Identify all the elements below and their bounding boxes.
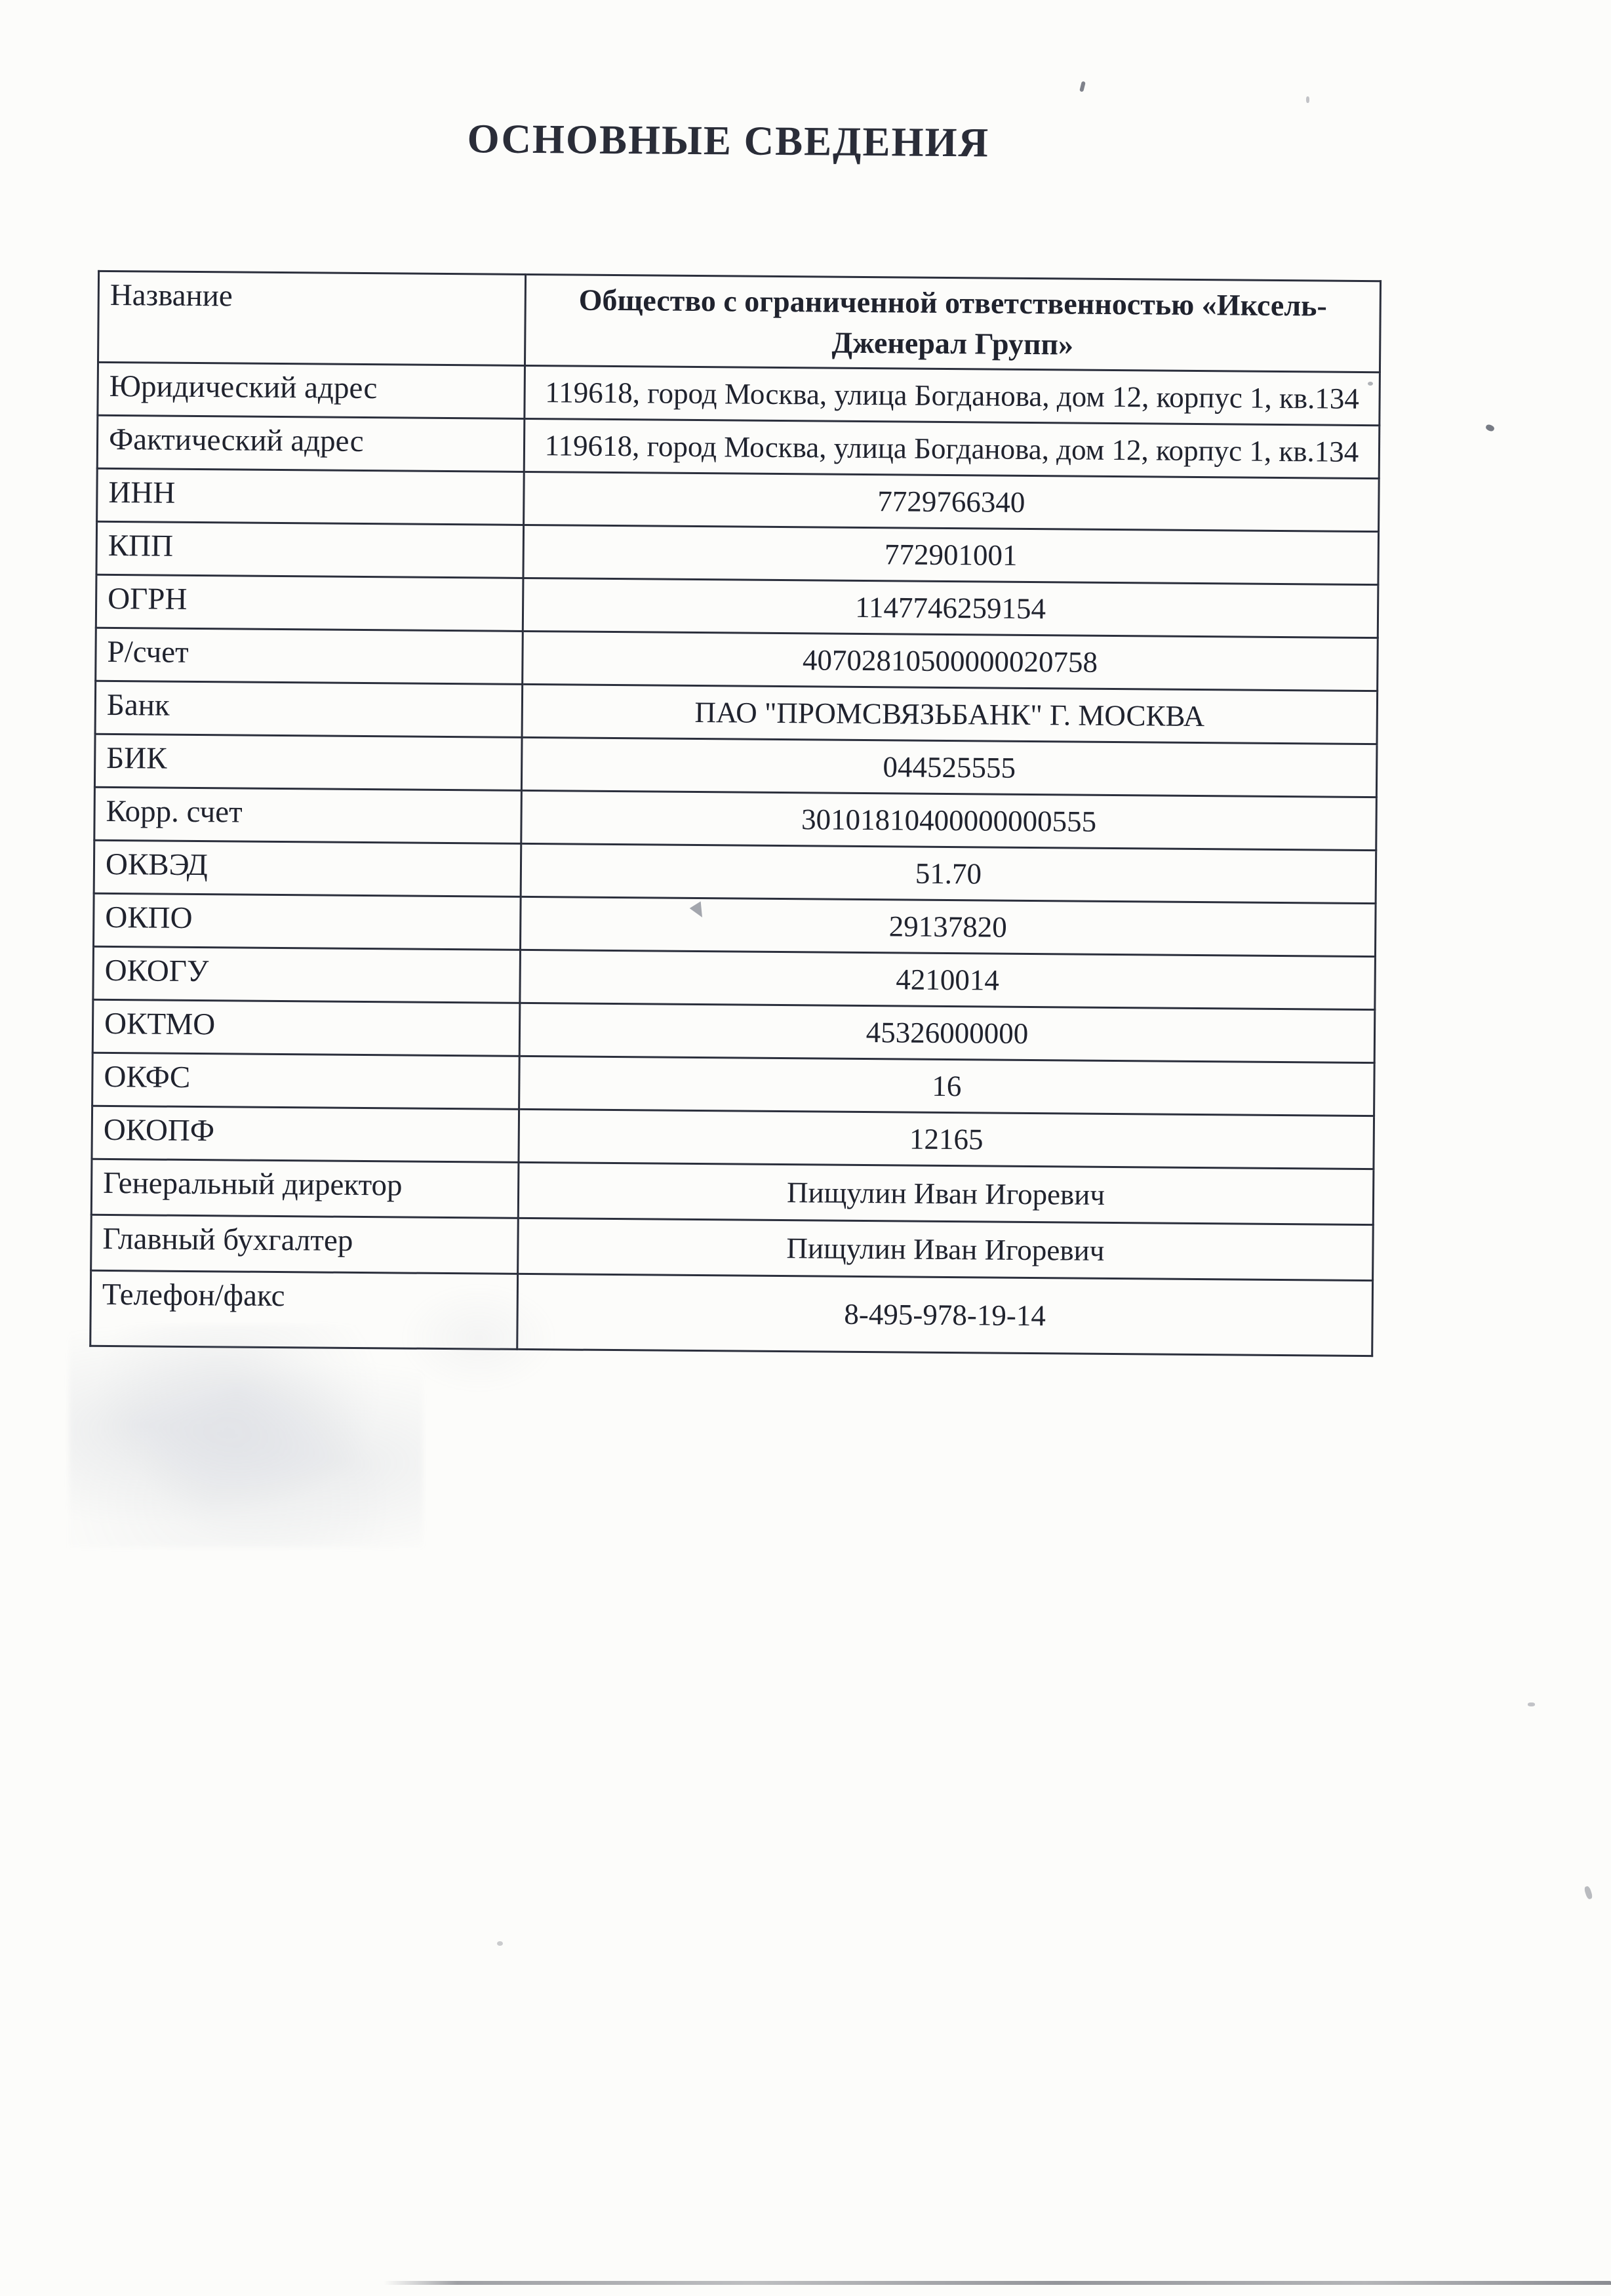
scan-smudge <box>393 1279 564 1397</box>
row-label: БИК <box>94 734 522 790</box>
row-value: 119618, город Москва, улица Богданова, дом 12, корпус 1, кв.134 <box>525 366 1380 426</box>
row-value: 30101810400000000555 <box>521 791 1377 851</box>
scan-speck <box>1528 1702 1535 1706</box>
table-row <box>94 787 1377 850</box>
row-value: 51.70 <box>521 844 1376 904</box>
row-label: Корр. счет <box>94 787 522 843</box>
row-value: 16 <box>519 1057 1375 1116</box>
table-row <box>94 734 1377 797</box>
row-label: Банк <box>95 681 523 737</box>
row-label: ОКФС <box>92 1053 520 1109</box>
row-label: КПП <box>96 522 524 578</box>
row-label: ОКТМО <box>92 999 520 1056</box>
row-label: ОКОГУ <box>93 946 521 1003</box>
row-label: Фактический адрес <box>97 416 525 472</box>
table-row <box>97 416 1380 479</box>
row-value: 044525555 <box>521 738 1377 797</box>
table-row <box>91 1215 1374 1280</box>
row-label: Р/счет <box>96 628 523 685</box>
scan-smudge <box>69 1325 423 1548</box>
row-value: Общество с ограниченной ответственностью «Иксель-Дженерал Групп» <box>525 274 1380 372</box>
row-label: ОКВЭД <box>94 840 521 896</box>
table-row <box>93 946 1376 1009</box>
row-value: ПАО "ПРОМСВЯЗЬБАНК" Г. МОСКВА <box>522 685 1378 744</box>
row-label: Генеральный директор <box>91 1159 519 1218</box>
scan-speck <box>1306 96 1309 103</box>
row-label: ИНН <box>97 469 525 525</box>
table-row <box>94 893 1376 956</box>
row-value: 12165 <box>519 1110 1374 1169</box>
row-value: 119618, город Москва, улица Богданова, дом 12, корпус 1, кв.134 <box>524 419 1380 479</box>
row-label: Главный бухгалтер <box>91 1215 519 1274</box>
scan-speck <box>497 1941 503 1946</box>
row-label: Название <box>98 271 526 365</box>
info-table-body <box>90 271 1381 1356</box>
row-label: ОГРН <box>96 575 523 632</box>
table-row <box>94 840 1376 903</box>
table-row <box>98 271 1381 373</box>
row-value: 772901001 <box>523 525 1379 585</box>
scan-bottom-edge <box>384 2281 1611 2285</box>
row-value: 8-495-978-19-14 <box>517 1274 1373 1356</box>
table-row <box>97 469 1380 532</box>
row-label: ОКПО <box>94 893 521 950</box>
page-title: ОСНОВНЫЕ СВЕДЕНИЯ <box>467 115 990 166</box>
table-row <box>92 1106 1374 1169</box>
row-value: 7729766340 <box>524 472 1380 532</box>
table-row <box>98 363 1380 426</box>
row-value: 40702810500000020758 <box>523 632 1378 691</box>
row-label: Юридический адрес <box>98 363 525 419</box>
row-label: ОКОПФ <box>92 1106 519 1162</box>
company-info-table <box>89 270 1382 1358</box>
table-row <box>96 575 1378 638</box>
scan-speck <box>1368 382 1373 386</box>
table-row <box>96 522 1379 585</box>
row-value: 4210014 <box>520 950 1376 1010</box>
row-value: 1147746259154 <box>523 578 1378 638</box>
table-row <box>92 1053 1375 1116</box>
row-value: Пищулин Иван Игоревич <box>518 1218 1374 1281</box>
row-value: 45326000000 <box>519 1003 1375 1063</box>
table-row <box>95 681 1378 744</box>
row-value: Пищулин Иван Игоревич <box>518 1163 1374 1225</box>
table-row <box>92 999 1375 1062</box>
table-row <box>96 628 1378 691</box>
row-value: 29137820 <box>520 897 1376 957</box>
table-row <box>91 1159 1374 1224</box>
row-label: Телефон/факс <box>90 1270 518 1349</box>
